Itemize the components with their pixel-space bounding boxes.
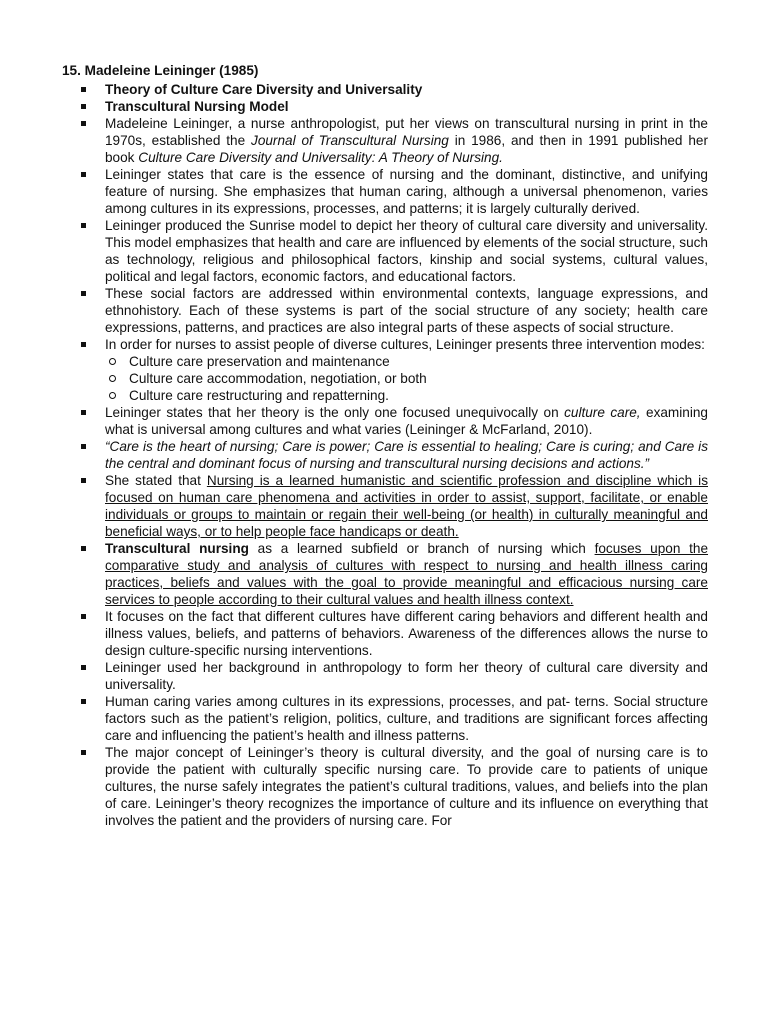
list-item-social-factors: These social factors are addressed within environmental contexts, language expressions, and ethnohistory. Each of these systems is part of the social structure of any society; health care expressions, patterns, and practices are also integral parts of these aspects of social structure. [105,286,708,335]
sub-list [105,353,708,404]
italic-journal-title: Journal of Transcultural Nursing [251,133,449,148]
list-item-sunrise-model: Leininger produced the Sunrise model to depict her theory of cultural care diversity and universality. This model emphasizes that health and care are influenced by elements of the social structure, such as technology, religious and philosophical factors, kinship and social systems, cultural values, political and legal factors, economic factors, and educational factors. [105,218,708,284]
italic-culture-care: culture care, [564,405,641,420]
italic-quote: “Care is the heart of nursing; Care is power; Care is essential to healing; Care is curing; and Care is the central and dominant focus of nursing and transcultural nursing decisions and actions.” [105,439,708,471]
list-item-transcultural-nursing [105,540,708,608]
section-heading: 15. Madeleine Leininger (1985) [62,63,259,78]
sub-list-item: Culture care accommodation, negotiation, or both [129,370,708,387]
text-segment: Madeleine Leininger, a nurse anthropologist, put her views on transcultural nursing in print in the 1970s, established the [105,116,708,148]
list-item-care-essence: Leininger states that care is the essence of nursing and the dominant, distinctive, and unifying feature of nursing. She emphasizes that human caring, although a universal phenomenon, varies among cultures in its expressions, processes, and patterns; it is largely culturally derived. [105,167,708,216]
list-item-quote [105,438,708,472]
text-segment: as a learned subfield or branch of nursing which [248,541,595,556]
italic-book-title: Culture Care Diversity and Universality: A Theory of Nursing. [138,150,503,165]
text-segment: in 1986, and then in 1991 published her book [105,133,708,165]
list-item-different-cultures: It focuses on the fact that different cultures have different caring behaviors and different health and illness values, beliefs, and patterns of behaviors. Awareness of the differences allows the nurse to design culture-specific nursing interventions. [105,609,708,658]
bold-term: Transcultural nursing [105,541,249,556]
list-item-background [105,115,708,166]
text-segment: In order for nurses to assist people of diverse cultures, Leininger presents three intervention modes: [105,337,705,352]
list-item-culture-care-focus [105,404,708,438]
underlined-definition: Nursing is a learned humanistic and scientific profession and discipline which is focused on human care phenomena and activities in order to assist, support, facilitate, or enable individuals or groups to maintain or regain their well-being (or health) in culturally meaningful and beneficial ways, or to help people face handicaps or death. [105,473,708,539]
list-item-theory-title [105,81,708,98]
text-segment: Leininger states that her theory is the only one focused unequivocally on [105,405,565,420]
sub-list-item: Culture care preservation and maintenance [129,353,708,370]
theory-title: Theory of Culture Care Diversity and Universality [105,82,423,97]
list-item-model-title [105,98,708,115]
list-item-intervention-modes [105,336,708,404]
text-segment: examining what is universal among cultures and what varies (Leininger & McFarland, 2010). [105,405,708,437]
bullet-list [62,81,708,829]
list-item-nursing-definition [105,472,708,540]
sub-list-item: Culture care restructuring and repatterning. [129,387,708,404]
list-item-major-concept: The major concept of Leininger’s theory is cultural diversity, and the goal of nursing care is to provide the patient with culturally specific nursing care. To provide care to patients of unique cultures, the nurse safely integrates the patient’s cultural traditions, values, and beliefs into the plan of care. Leininger’s theory recognizes the importance of culture and its influence on everything that involves the patient and the providers of nursing care. For [105,745,708,828]
text-segment: She stated that [105,473,207,488]
list-item-anthropology: Leininger used her background in anthropology to form her theory of cultural care diversity and universality. [105,660,708,692]
model-title: Transcultural Nursing Model [105,99,289,114]
underlined-definition: focuses upon the comparative study and analysis of cultures with respect to nursing and health illness caring practices, beliefs and values with the goal to provide meaningful and efficacious nursing care services to people according to their cultural values and health illness context. [105,541,709,607]
list-item-human-caring: Human caring varies among cultures in its expressions, processes, and pat- terns. Social structure factors such as the patient’s religion, politics, culture, and traditions are significant forces affecting care and influencing the patient’s health and illness patterns. [105,694,708,743]
